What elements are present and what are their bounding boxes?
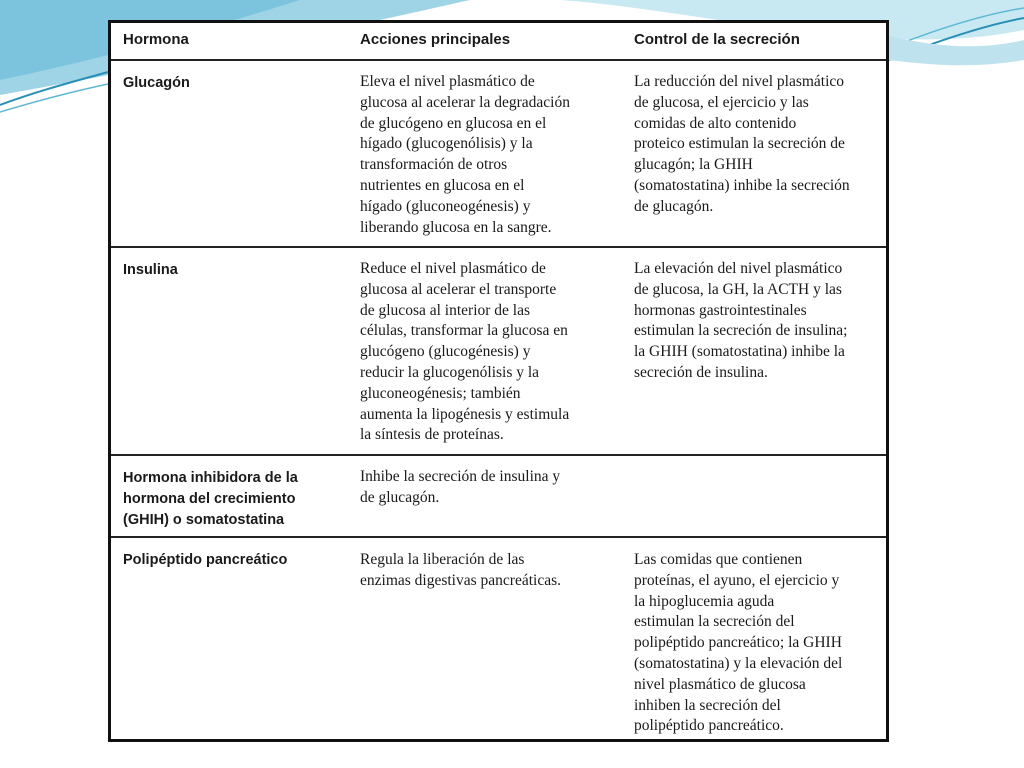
hormone-table <box>108 20 889 742</box>
row-ghih-hormone: Hormona inhibidora de la hormona del crecimiento (GHIH) o somatostatina <box>123 470 298 528</box>
header-hormona: Hormona <box>123 31 189 48</box>
table-header-row <box>111 23 886 61</box>
row-insulina-actions: Reduce el nivel plasmático de glucosa al acelerar el transporte de glucosa al interior de las células, transformar la glucosa en glucógeno (glucogénesis) y reducir la glucogenólisis y la gluconeogénesis; también aumenta la lipogénesis y estimula la síntesis de proteínas. <box>360 260 570 444</box>
row-glucagon-actions: Eleva el nivel plasmático de glucosa al acelerar la degradación de glucógeno en glucosa en el hígado (glucogenólisis) y la transformación de otros nutrientes en glucosa en el hígado (gluconeogénesis) y liberando glucosa en la sangre. <box>360 73 570 236</box>
row-polipeptido-actions: Regula la liberación de las enzimas digestivas pancreáticas. <box>360 551 561 589</box>
row-insulina-hormone: Insulina <box>123 262 178 278</box>
row-divider <box>111 246 886 248</box>
row-ghih-actions: Inhibe la secreción de insulina y de glucagón. <box>360 468 561 506</box>
row-divider <box>111 454 886 456</box>
row-polipeptido-hormone: Polipéptido pancreático <box>123 552 288 568</box>
row-glucagon-hormone: Glucagón <box>123 75 190 91</box>
row-insulina-control: La elevación del nivel plasmático de glucosa, la GH, la ACTH y las hormonas gastrointestinales estimulan la secreción de insulina; la GHIH (somatostatina) inhibe la secreción de insulina. <box>634 260 848 381</box>
row-polipeptido-control: Las comidas que contienen proteínas, el ayuno, el ejercicio y la hipoglucemia aguda estimulan la secreción del polipéptido pancreático; la GHIH (somatostatina) y la elevación del nivel plasmático de glucosa inhiben la secreción del polipéptido pancreático. <box>634 551 843 735</box>
row-divider <box>111 536 886 538</box>
header-control-secrecion: Control de la secreción <box>634 31 800 48</box>
row-glucagon-control: La reducción del nivel plasmático de glucosa, el ejercicio y las comidas de alto contenido proteico estimulan la secreción de glucagón; la GHIH (somatostatina) inhibe la secreción de glucagón. <box>634 73 850 215</box>
header-acciones-principales: Acciones principales <box>360 31 511 48</box>
